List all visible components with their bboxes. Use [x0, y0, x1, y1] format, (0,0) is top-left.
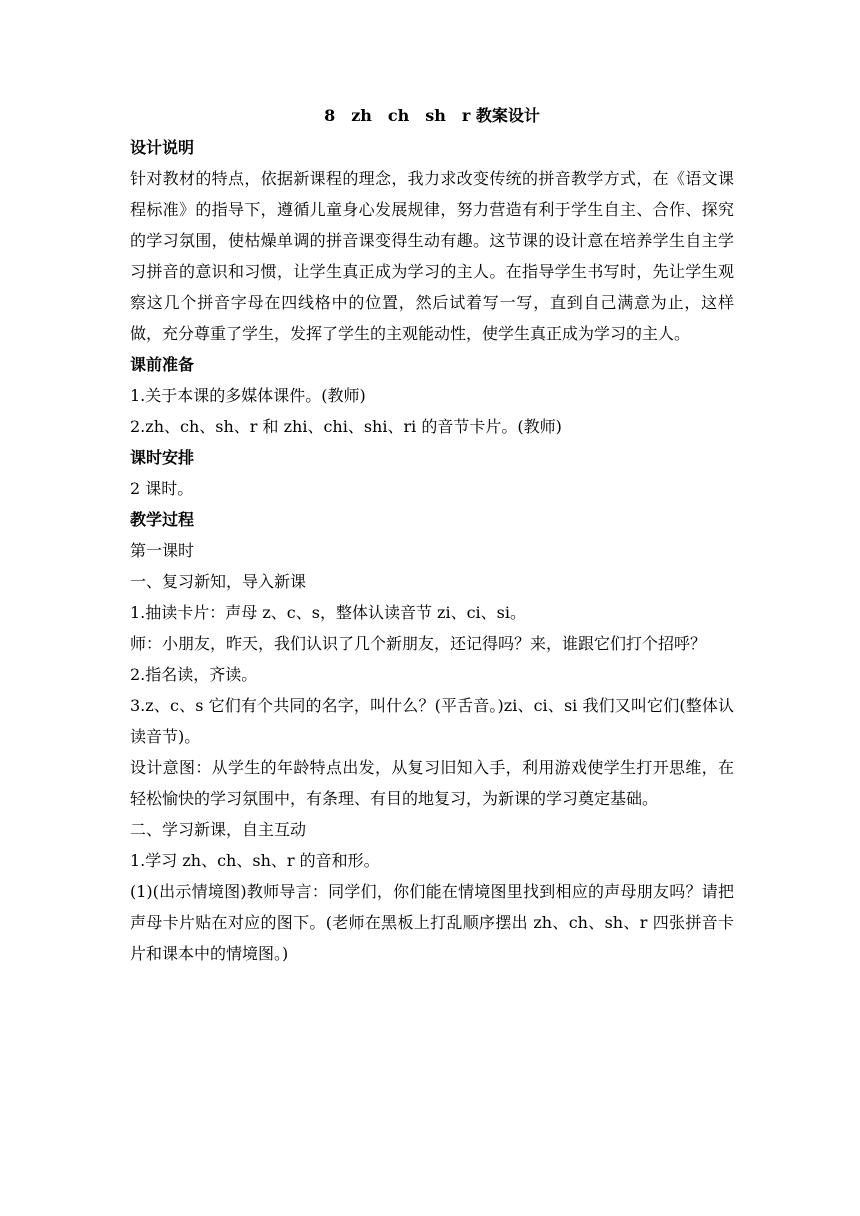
part-1-title: 一、复习新知，导入新课 — [130, 572, 307, 591]
process-paragraph: 1.学习 zh、ch、sh、r 的音和形。 — [130, 851, 380, 870]
preparation-item-2: 2.zh、ch、sh、r 和 zhi、chi、shi、ri 的音节卡片。(教师) — [130, 417, 562, 436]
section-heading-schedule: 课时安排 — [130, 448, 195, 467]
design-intent-paragraph: 设计意图：从学生的年龄特点出发，从复习旧知入手，利用游戏使学生打开思维，在轻松愉快的学习氛围中，有条理、有目的地复习，为新课的学习奠定基础。 — [130, 758, 734, 808]
process-paragraph: 2.指名读，齐读。 — [130, 665, 258, 684]
part-2-title: 二、学习新课，自主互动 — [130, 820, 307, 839]
process-paragraph: 3.z、c、s 它们有个共同的名字，叫什么？(平舌音。)zi、ci、si 我们又叫它们(整体认读音节)。 — [130, 696, 734, 746]
schedule-paragraph: 2 课时。 — [130, 479, 194, 498]
process-paragraph: 1.抽读卡片：声母 z、c、s，整体认读音节 zi、ci、si。 — [130, 603, 526, 622]
document-title: 8 zh ch sh r 教案设计 — [324, 106, 540, 125]
lesson-1-label: 第一课时 — [130, 541, 195, 560]
design-note-paragraph: 针对教材的特点，依据新课程的理念，我力求改变传统的拼音教学方式，在《语文课程标准》的指导下，遵循儿童身心发展规律，努力营造有利于学生自主、合作、探究的学习氛围，使枯燥单调的拼音课变得生动有趣。这节课的设计意在培养学生自主学习拼音的意识和习惯，让学生真正成为学习的主人。在指导学生书写时，先让学生观察这几个拼音字母在四线格中的位置，然后试着写一写，直到自己满意为止，这样做，充分尊重了学生，发挥了学生的主观能动性，使学生真正成为学习的主人。 — [130, 169, 734, 343]
process-paragraph: (1)(出示情境图)教师导言：同学们，你们能在情境图里找到相应的声母朋友吗？请把声母卡片贴在对应的图下。(老师在黑板上打乱顺序摆出 zh、ch、sh、r 四张拼音卡片和课本中的情境图。) — [130, 882, 734, 963]
section-heading-design-note: 设计说明 — [130, 138, 195, 157]
document-page — [130, 104, 734, 969]
preparation-item-1: 1.关于本课的多媒体课件。(教师) — [130, 386, 366, 405]
process-paragraph: 师：小朋友，昨天，我们认识了几个新朋友，还记得吗？来，谁跟它们打个招呼？ — [130, 634, 707, 653]
section-heading-process: 教学过程 — [130, 510, 195, 529]
section-heading-preparation: 课前准备 — [130, 355, 195, 374]
